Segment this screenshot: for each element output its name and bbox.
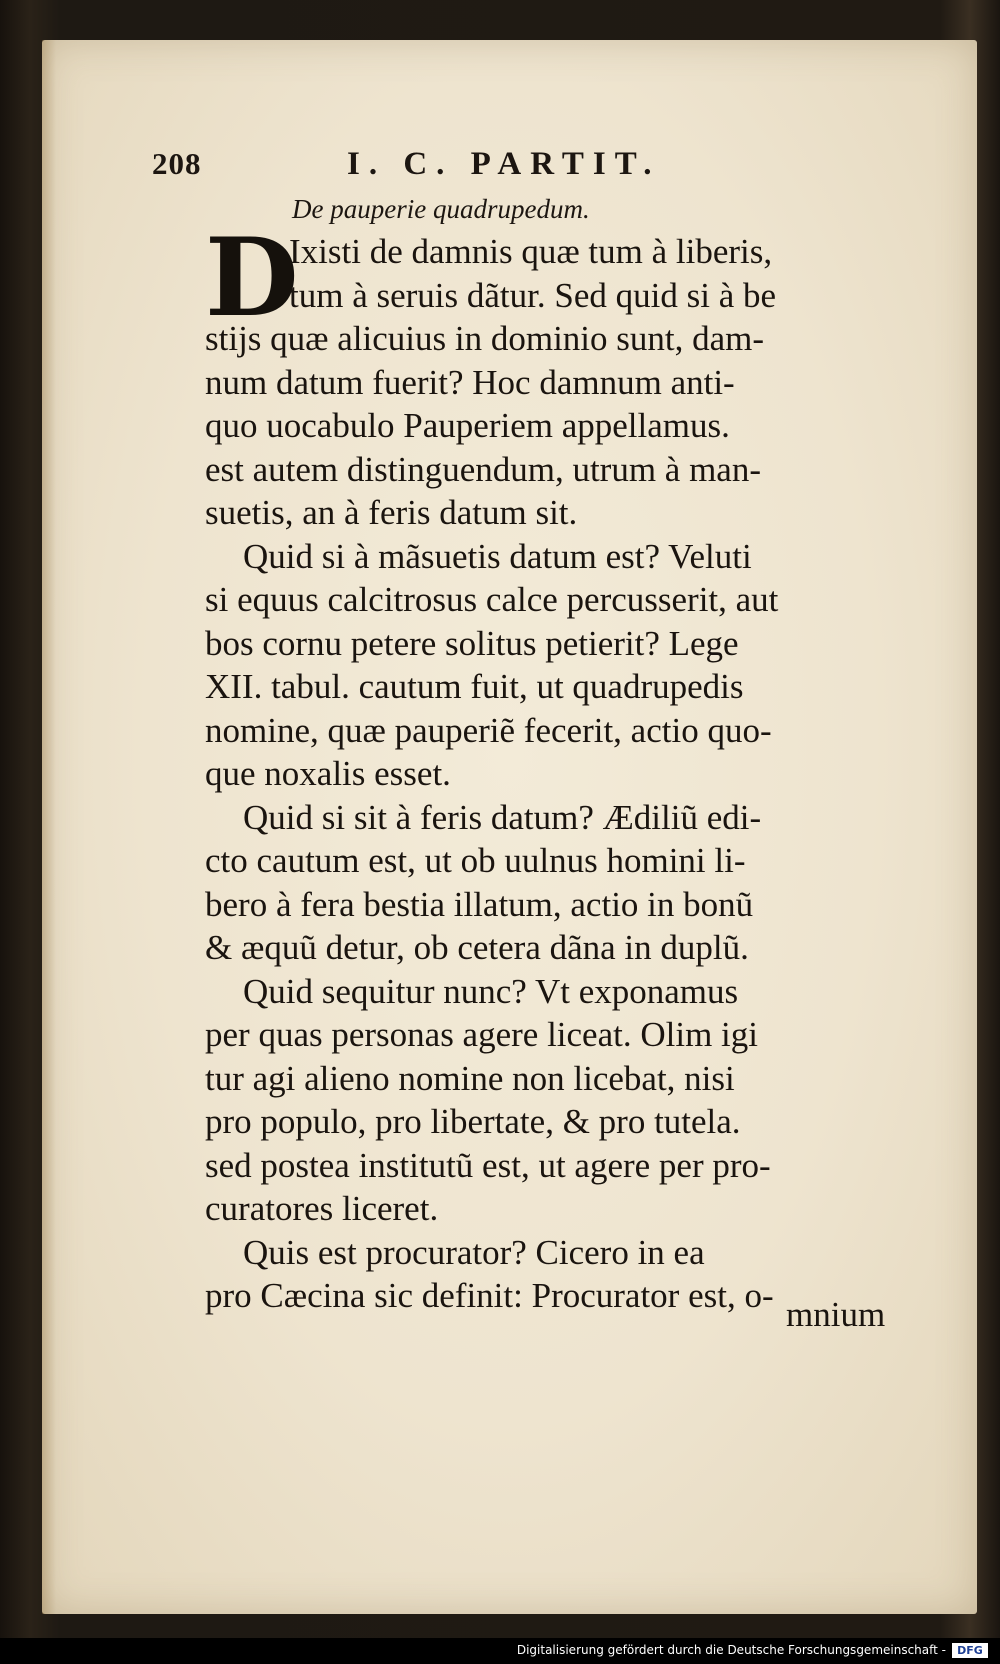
text-line: & æquũ detur, ob cetera dãna in duplũ. [205,928,749,967]
footer-bar [0,1638,1000,1664]
page-number: 208 [152,146,202,181]
section-heading: De pauperie quadrupedum. [292,194,590,224]
text-line: pro Cæcina sic definit: Procurator est, o- [205,1276,774,1315]
text-line: bero à fera bestia illatum, actio in bonũ [205,884,754,924]
text-line: nomine, quæ pauperiẽ fecerit, actio quo- [205,710,772,750]
body-text [205,230,925,1318]
page-header [152,146,712,186]
text-line: num datum fuerit? Hoc damnum anti- [205,362,735,402]
text-line: Quid si à mãsuetis datum est? Veluti [243,536,752,576]
text-line: suetis, an à feris datum sit. [205,493,578,532]
text-line: si equus calcitrosus calce percusserit, aut [205,580,779,619]
text-line: bos cornu petere solitus petierit? Lege [205,623,739,663]
text-line: Ixisti de damnis quæ tum à liberis, [289,232,773,271]
dfg-logo-icon: DFG [952,1643,988,1658]
text-line: que noxalis esset. [205,754,451,793]
text-line: Quid si sit à feris datum? Ædiliũ edi- [243,797,762,837]
text-line: est autem distinguendum, utrum à man- [205,449,762,489]
text-line: cto cautum est, ut ob uulnus homini li- [205,841,746,880]
running-head: I. C. PARTIT. [347,146,661,182]
text-line: pro populo, pro libertate, & pro tutela. [205,1102,741,1141]
text-line: stijs quæ alicuius in dominio sunt, dam- [205,319,765,358]
drop-initial: D [205,215,299,341]
text-line: quo uocabulo Pauperiem appellamus. [205,406,730,445]
text-line: tur agi alieno nomine non licebat, nisi [205,1058,735,1098]
text-line: per quas personas agere liceat. Olim igi [205,1015,758,1054]
text-line: Quid sequitur nunc? Vt exponamus [243,971,739,1011]
text-line: sed postea institutũ est, ut agere per pro- [205,1145,771,1185]
text-line: tum à seruis dãtur. Sed quid si à be [289,275,777,315]
catchword: mnium [786,1295,886,1334]
text-line: XII. tabul. cautum fuit, ut quadrupedis [205,667,744,706]
text-line: Quis est procurator? Cicero in ea [243,1232,705,1272]
text-line: curatores liceret. [205,1189,439,1228]
footer-credit: Digitalisierung gefördert durch die Deutsche Forschungsgemeinschaft - [516,1643,946,1657]
